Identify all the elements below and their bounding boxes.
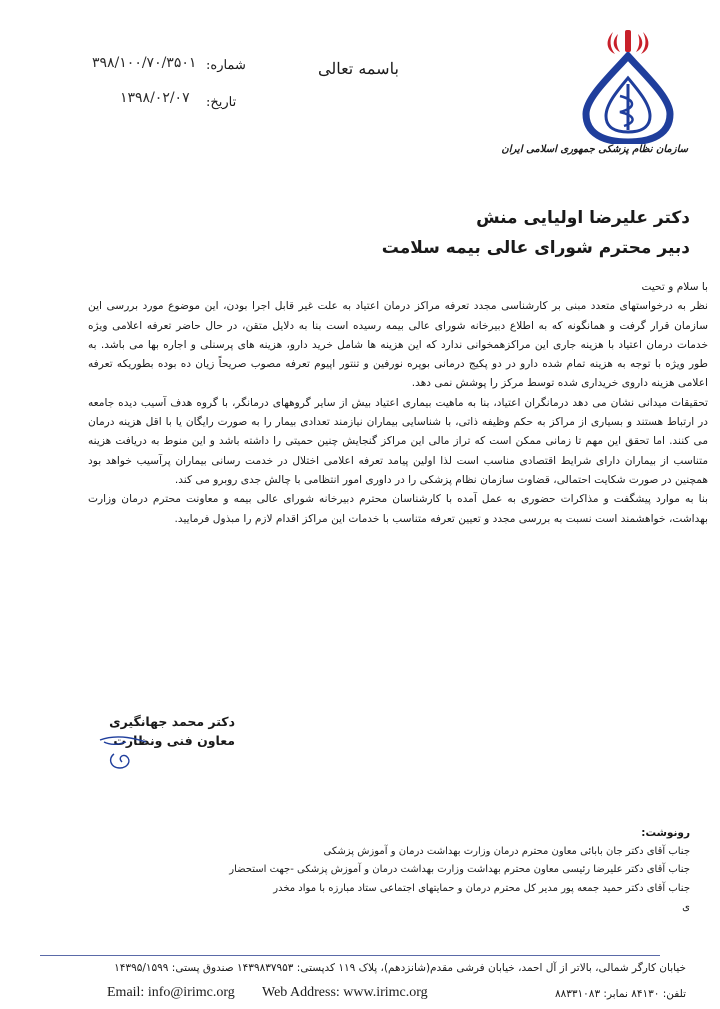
footer-website[interactable]: Web Address: www.irimc.org xyxy=(262,985,428,1000)
footer-address: خیابان کارگر شمالی، بالاتر از آل احمد، خیابان فرشی مقدم(شانزدهم)، پلاک ۱۱۹ کدپستی: ۱۴۳۹۸۳۷۹۵۳ صندوق پستی: ۱۴۳۹۵/۱۵۹۹ xyxy=(114,962,686,974)
footer-email[interactable]: Email: info@irimc.org xyxy=(107,985,235,1000)
carbon-copy-list xyxy=(200,824,690,918)
cc-item: جناب آقای دکتر علیرضا رئیسی معاون محترم بهداشت وزارت بهداشت درمان و آموزش پزشکی -جهت استحضار xyxy=(229,864,690,876)
footer-rule xyxy=(40,955,660,956)
body-paragraph: تحقیقات میدانی نشان می دهد درمانگران اعتیاد، بنا به ماهیت بیماری اعتیاد بیش از سایر گروههای درمانگر، با گروه هدف آسیب دیده جامعه در ارتباط هستند و بسیاری از مراکز به حکم وظیفه ذاتی، با شناسایی بیماران نیازمند تعدادی بیمار را به صورت رایگان یا با اقل هزینه درمان می کنند. اما تحقق این مهم تا زمانی ممکن است که تراز مالی این مراکز گنجایش چنین حمیتی را داشته باشد و این منوط به دریافت هزینه متناسب از بیماران دارای شرایط اقتصادی مناسب است لذا اولین پیامد تعرفه اعلامی اختلال در خدمت رسانی بیماران پرآسیب خواهد بود همچنین در صورت شکایت احتمالی، قضاوت سازمان نظام پزشکی را در داوری امور انتظامی با چالش جدی روبرو می کند. xyxy=(88,396,708,486)
cc-item: ی xyxy=(682,901,690,913)
recipient-title: دبیر محترم شورای عالی بیمه سلامت xyxy=(381,238,690,258)
letter-number: ۳۹۸/۱۰۰/۷۰/۳۵۰۱ xyxy=(92,55,197,71)
cc-item: جناب آقای دکتر حمید جمعه پور مدیر کل محترم درمان و حمایتهای اجتماعی ستاد مبارزه با مواد مخدر xyxy=(273,883,690,895)
date-label: تاریخ: xyxy=(206,95,237,110)
footer-phone: تلفن: ۸۴۱۳۰ نمابر: ۸۸۳۳۱۰۸۳ xyxy=(554,988,686,1000)
number-label: شماره: xyxy=(206,58,246,73)
body-paragraph: نظر به درخواستهای متعدد مبنی بر کارشناسی مجدد تعرفه مراکز درمان اعتیاد به علت غیر قابل اجرا بودن، این موضوع مورد بررسی این سازمان قرار گرفت و همانگونه که به اطلاع دبیرخانه شورای عالی بیمه رسیده است بنا به دلایل متقن، در حال حاضر تعرفه اعلامی ویژه خدمات درمان اعتیاد با هزینه جاری این مراکزهمخوانی ندارد که این هزینه ها شامل خرید دارو، هزینه های پرسنلی و اجاره بها می باشد. به طور ویژه با توجه به هزینه تمام شده دارو در دو پکیج درمانی بوپره نورفین و تنتور اپیوم تعرفه مصوب صریحاً زیان ده بوده بطوریکه تعرفه اعلامی هزینه داروی خریداری شده توسط مرکز را پوشش نمی دهد. xyxy=(88,300,708,390)
cc-item: جناب آقای دکتر جان بابائی معاون محترم درمان وزارت بهداشت درمان و آموزش پزشکی xyxy=(323,845,690,857)
signatory-title: معاون فنی ونظارت xyxy=(113,733,235,748)
letter-body xyxy=(88,278,708,529)
greeting: با سلام و تحیت xyxy=(641,281,708,293)
body-paragraph: بنا به موارد پیشگفت و مذاکرات حضوری به عمل آمده با کارشناسان محترم دبیرخانه شورای عالی بیمه و معاونت محترم درمان وزارت بهداشت، خواهشمند است نسبت به بررسی مجدد و تعیین تعرفه متناسب با خدمات این مراکز اقدام لازم را مبذول فرمایید. xyxy=(88,493,708,525)
letter-date: ۱۳۹۸/۰۲/۰۷ xyxy=(120,90,190,106)
cc-title: رونوشت: xyxy=(641,827,690,839)
organization-logo xyxy=(501,26,688,168)
bismillah: باسمه تعالی xyxy=(318,59,399,78)
recipient-name: دکتر علیرضا اولیایی منش xyxy=(476,208,690,228)
medical-council-emblem-icon xyxy=(568,26,688,144)
handwritten-signature xyxy=(96,728,156,774)
signatory-name: دکتر محمد جهانگیری xyxy=(109,714,235,729)
organization-name: سازمان نظام پزشکی جمهوری اسلامی ایران xyxy=(501,144,688,155)
